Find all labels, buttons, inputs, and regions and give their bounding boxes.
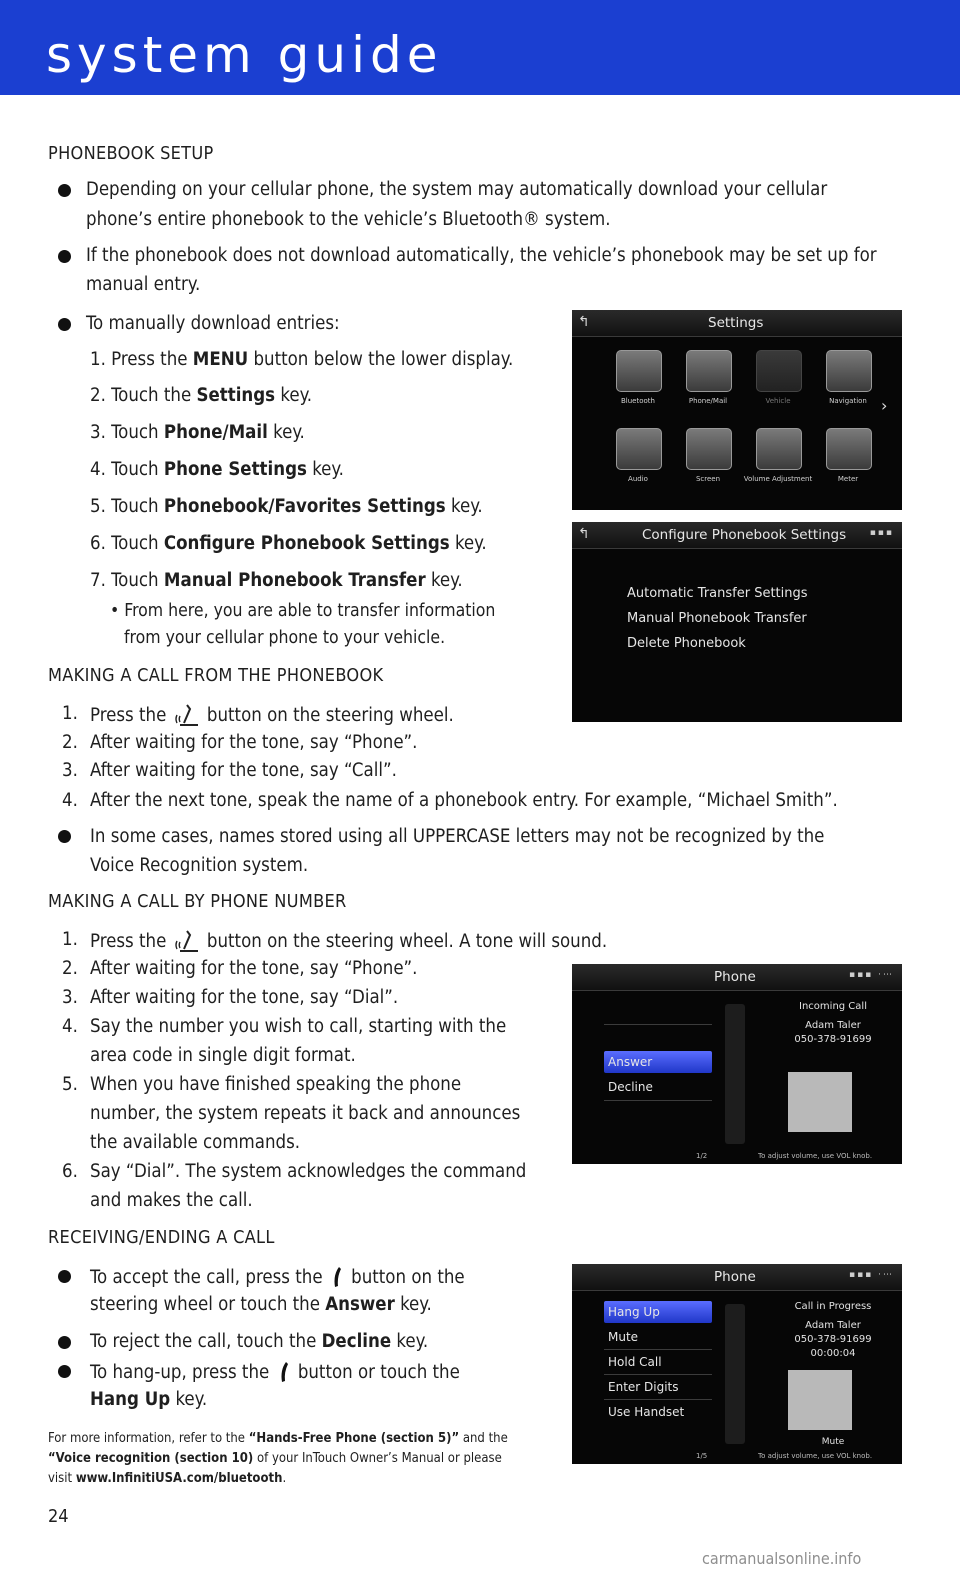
tile-label: Vehicle — [765, 397, 791, 405]
caller-name: Adam Taler — [805, 1320, 861, 1331]
bullet-icon — [58, 1270, 71, 1283]
call-in-progress-screen — [572, 1264, 902, 1464]
step-number: 2. — [62, 732, 78, 753]
page-indicator: 1/5 — [696, 1452, 708, 1460]
chevron-right-icon[interactable]: › — [881, 396, 888, 415]
answer-option[interactable]: Answer — [604, 1051, 712, 1073]
screen-bottombar — [572, 1450, 902, 1464]
step-item: 2. Touch the Settings key. — [90, 385, 313, 406]
status-icons: ▪▪▪ ·⋯ — [848, 1270, 894, 1280]
body-text: If the phonebook does not download automatically, the vehicle’s phonebook may be set up for — [86, 245, 877, 266]
body-text: In some cases, names stored using all UPPERCASE letters may not be recognized by the — [90, 826, 825, 847]
step-number: 3. — [62, 760, 78, 781]
volume-tile[interactable] — [756, 428, 802, 470]
phone-button-icon — [330, 1265, 344, 1295]
footer-note: “Voice recognition (section 10) of your InTouch Owner’s Manual or please — [48, 1451, 502, 1466]
divider — [604, 1374, 712, 1375]
avatar — [788, 1370, 852, 1430]
step-item: Press the button on the steering wheel. A tone will sound. — [90, 929, 607, 959]
caller-number: 050-378-91699 — [794, 1034, 872, 1045]
step-item: 1. Press the MENU button below the lower display. — [90, 349, 514, 370]
phone-button-icon — [277, 1360, 291, 1390]
tile-label: Volume Adjustment — [743, 475, 813, 483]
step-item: 3. Touch Phone/Mail key. — [90, 422, 305, 443]
divider — [604, 1024, 712, 1025]
screen-topbar — [572, 964, 902, 991]
step-number: 1. — [62, 703, 78, 724]
call-status-label: Incoming Call — [799, 1001, 867, 1012]
body-text: To reject the call, touch the Decline key. — [90, 1331, 429, 1352]
body-text: Depending on your cellular phone, the system may automatically download your cellular — [86, 179, 828, 200]
screen-title: Configure Phonebook Settings — [642, 527, 847, 543]
volume-hint: To adjust volume, use VOL knob. — [758, 1152, 873, 1160]
call-status-label: Call in Progress — [794, 1301, 872, 1312]
step-item: Say “Dial”. The system acknowledges the command — [90, 1161, 527, 1182]
bullet-icon — [58, 830, 71, 843]
step-number: 3. — [62, 987, 78, 1008]
step-item: After the next tone, speak the name of a phonebook entry. For example, “Michael Smith”. — [90, 790, 838, 811]
caller-number: 050-378-91699 — [794, 1334, 872, 1345]
screen-tile[interactable] — [686, 428, 732, 470]
tile-label: Navigation — [829, 397, 867, 405]
section-heading-phonebook-setup: PHONEBOOK SETUP — [48, 143, 214, 164]
decline-option[interactable]: Decline — [608, 1080, 653, 1094]
bluetooth-link[interactable]: www.InfinitiUSA.com/bluetooth — [75, 1471, 283, 1486]
manual-transfer-item[interactable]: Manual Phonebook Transfer — [627, 611, 807, 626]
back-icon[interactable]: ↰ — [578, 526, 590, 542]
tile-label: Meter — [837, 475, 859, 483]
back-icon[interactable]: ↰ — [578, 314, 590, 330]
use-handset-option[interactable]: Use Handset — [608, 1405, 685, 1419]
step-item: After waiting for the tone, say “Phone”. — [90, 732, 418, 753]
talk-button-icon — [174, 929, 200, 959]
step-item: number, the system repeats it back and announces — [90, 1103, 521, 1124]
screen-bottombar — [572, 1150, 902, 1164]
configure-phonebook-screen — [572, 522, 902, 722]
body-text: To hang-up, press the button or touch the — [90, 1360, 460, 1390]
divider — [604, 1100, 712, 1101]
avatar — [788, 1072, 852, 1132]
step-item: Say the number you wish to call, starting with the — [90, 1016, 507, 1037]
step-number: 5. — [62, 1074, 78, 1095]
body-text: manual entry. — [86, 274, 201, 295]
step-item: When you have finished speaking the phone — [90, 1074, 462, 1095]
call-duration: 00:00:04 — [810, 1348, 856, 1359]
tile-label: Phone/Mail — [688, 397, 728, 405]
mute-label: Mute — [821, 1437, 845, 1447]
vehicle-tile[interactable] — [756, 350, 802, 392]
mute-option[interactable]: Mute — [608, 1330, 639, 1344]
tile-label: Screen — [695, 475, 721, 483]
tile-label: Bluetooth — [621, 397, 655, 405]
divider — [604, 1399, 712, 1400]
step-item: 5. Touch Phonebook/Favorites Settings key. — [90, 496, 483, 517]
scrollbar[interactable] — [725, 1304, 745, 1444]
step-item: Press the button on the steering wheel. — [90, 703, 454, 733]
page-indicator: 1/2 — [696, 1152, 708, 1160]
step-number: 1. — [62, 929, 78, 950]
page-header — [0, 0, 960, 95]
talk-button-icon — [174, 703, 200, 733]
body-text: Hang Up key. — [90, 1389, 208, 1410]
body-text: To manually download entries: — [86, 313, 340, 334]
screen-title: Phone — [714, 969, 756, 985]
footer-note: For more information, refer to the “Hands-Free Phone (section 5)” and the — [48, 1431, 508, 1446]
delete-phonebook-item[interactable]: Delete Phonebook — [627, 636, 746, 651]
section-heading-call-phonebook: MAKING A CALL FROM THE PHONEBOOK — [48, 665, 384, 686]
step-item: After waiting for the tone, say “Call”. — [90, 760, 397, 781]
screen-topbar — [572, 310, 902, 337]
bullet-icon — [58, 250, 71, 263]
body-text: steering wheel or touch the Answer key. — [90, 1294, 432, 1315]
step-note: • From here, you are able to transfer information — [110, 601, 496, 621]
enter-digits-option[interactable]: Enter Digits — [608, 1380, 679, 1394]
bluetooth-tile[interactable] — [616, 350, 662, 392]
incoming-call-screen — [572, 964, 902, 1164]
body-text: Voice Recognition system. — [90, 855, 309, 876]
step-number: 6. — [62, 1161, 78, 1182]
step-item: 4. Touch Phone Settings key. — [90, 459, 344, 480]
step-number: 2. — [62, 958, 78, 979]
step-item: After waiting for the tone, say “Phone”. — [90, 958, 418, 979]
phone-mail-tile[interactable] — [686, 350, 732, 392]
screen-topbar — [572, 522, 902, 549]
bullet-icon — [58, 318, 71, 331]
step-number: 4. — [62, 1016, 78, 1037]
step-item: and makes the call. — [90, 1190, 253, 1211]
status-icons: ▪▪▪ ·⋯ — [848, 970, 894, 980]
step-number: 4. — [62, 790, 78, 811]
screen-title: Settings — [708, 315, 764, 331]
step-item: 7. Touch Manual Phonebook Transfer key. — [90, 570, 463, 591]
bullet-icon — [58, 184, 71, 197]
body-text: phone’s entire phonebook to the vehicle’s Bluetooth® system. — [86, 209, 611, 230]
status-icons: ▪▪▪ — [869, 528, 894, 538]
bullet-icon — [58, 1365, 71, 1378]
volume-hint: To adjust volume, use VOL knob. — [758, 1452, 873, 1460]
watermark: carmanualsonline.info — [702, 1549, 862, 1568]
footer-note: visit www.InfinitiUSA.com/bluetooth. — [48, 1471, 287, 1486]
page-number: 24 — [48, 1506, 69, 1527]
section-heading-call-number: MAKING A CALL BY PHONE NUMBER — [48, 891, 347, 912]
hold-call-option[interactable]: Hold Call — [608, 1355, 662, 1369]
settings-screen — [572, 310, 902, 510]
body-text: To accept the call, press the button on the — [90, 1265, 465, 1295]
step-item: the available commands. — [90, 1132, 301, 1153]
screen-topbar — [572, 1264, 902, 1291]
step-item: 6. Touch Configure Phonebook Settings key. — [90, 533, 487, 554]
caller-name: Adam Taler — [805, 1020, 861, 1031]
step-item: After waiting for the tone, say “Dial”. — [90, 987, 399, 1008]
navigation-tile[interactable] — [826, 350, 872, 392]
meter-tile[interactable] — [826, 428, 872, 470]
bullet-icon — [58, 1336, 71, 1349]
automatic-transfer-item[interactable]: Automatic Transfer Settings — [627, 586, 808, 601]
audio-tile[interactable] — [616, 428, 662, 470]
tile-label: Audio — [628, 475, 648, 483]
section-heading-receiving: RECEIVING/ENDING A CALL — [48, 1227, 275, 1248]
screen-title: Phone — [714, 1269, 756, 1285]
page-title: system guide — [46, 26, 443, 84]
step-note: from your cellular phone to your vehicle. — [124, 628, 446, 648]
step-item: area code in single digit format. — [90, 1045, 356, 1066]
scrollbar[interactable] — [725, 1004, 745, 1144]
hang-up-option[interactable]: Hang Up — [604, 1301, 712, 1323]
divider — [604, 1349, 712, 1350]
